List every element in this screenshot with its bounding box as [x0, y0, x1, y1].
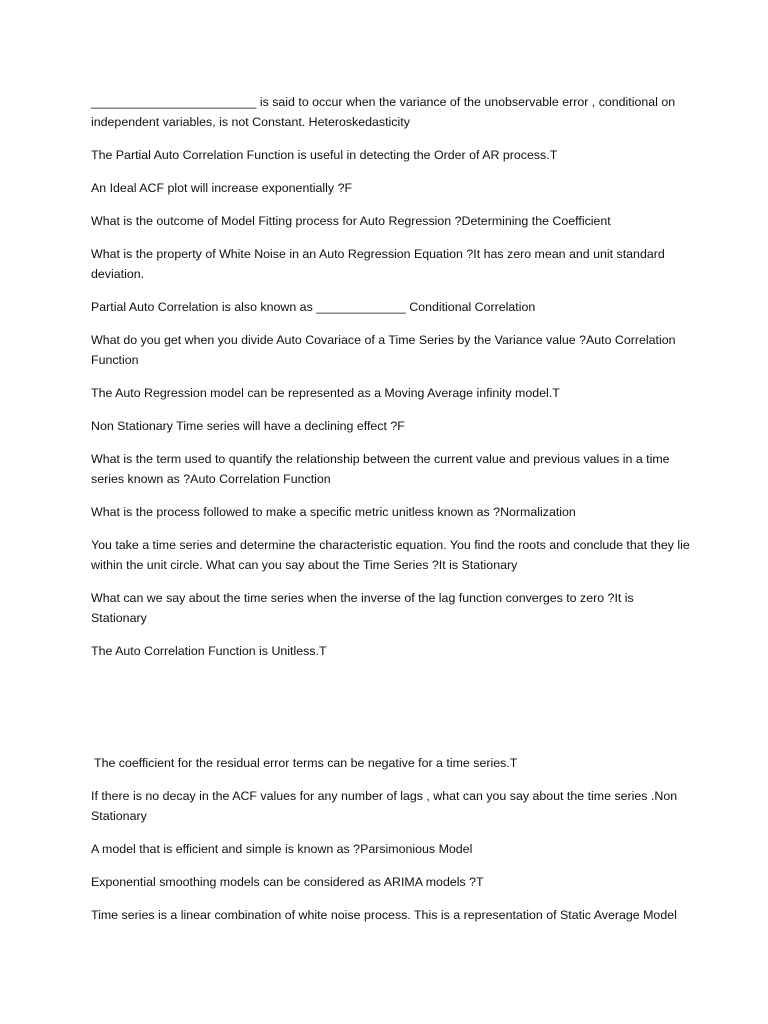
blank-gap: [91, 674, 691, 753]
question-pacf-order: The Partial Auto Correlation Function is useful in detecting the Order of AR process.T: [91, 148, 558, 162]
question-model-fitting: What is the outcome of Model Fitting process for Auto Regression ?Determining the Coefficient: [91, 214, 611, 228]
question-autocovariance: What do you get when you divide Auto Covariace of a Time Series by the Variance value ?Auto Correlation Function: [91, 333, 676, 367]
question-pacf-alias: Partial Auto Correlation is also known as _____________ Conditional Correlation: [91, 300, 536, 314]
question-parsimonious: A model that is efficient and simple is known as ?Parsimonious Model: [91, 842, 473, 856]
question-ma-infinity: The Auto Regression model can be represented as a Moving Average infinity model.T: [91, 386, 560, 400]
question-ideal-acf: An Ideal ACF plot will increase exponentially ?F: [91, 181, 353, 195]
question-non-stationary: Non Stationary Time series will have a declining effect ?F: [91, 419, 405, 433]
question-lag-function: What can we say about the time series when the inverse of the lag function converges to zero ?It is Stationary: [91, 591, 634, 625]
document-page: [91, 92, 691, 938]
question-white-noise: What is the property of White Noise in an Auto Regression Equation ?It has zero mean and unit standard deviation.: [91, 247, 665, 281]
question-static-average: Time series is a linear combination of white noise process. This is a representation of Static Average Model: [91, 908, 677, 922]
question-normalization: What is the process followed to make a specific metric unitless known as ?Normalization: [91, 505, 576, 519]
question-acf-unitless: The Auto Correlation Function is Unitless.T: [91, 644, 327, 658]
question-residual-coefficient: The coefficient for the residual error terms can be negative for a time series.T: [94, 756, 518, 770]
question-unit-circle: You take a time series and determine the characteristic equation. You find the roots and conclude that they lie within the unit circle. What can you say about the Time Series ?It is Stationary: [91, 538, 690, 572]
question-relationship-term: What is the term used to quantify the relationship between the current value and previous values in a time series known as ?Auto Correlation Function: [91, 452, 670, 486]
question-no-decay: If there is no decay in the ACF values for any number of lags , what can you say about the time series .Non Stationary: [91, 789, 678, 823]
question-heteroskedasticity: ________________________ is said to occur when the variance of the unobservable error , conditional on independent variables, is not Constant. Heteroskedasticity: [91, 95, 676, 129]
question-exponential-smoothing: Exponential smoothing models can be considered as ARIMA models ?T: [91, 875, 484, 889]
